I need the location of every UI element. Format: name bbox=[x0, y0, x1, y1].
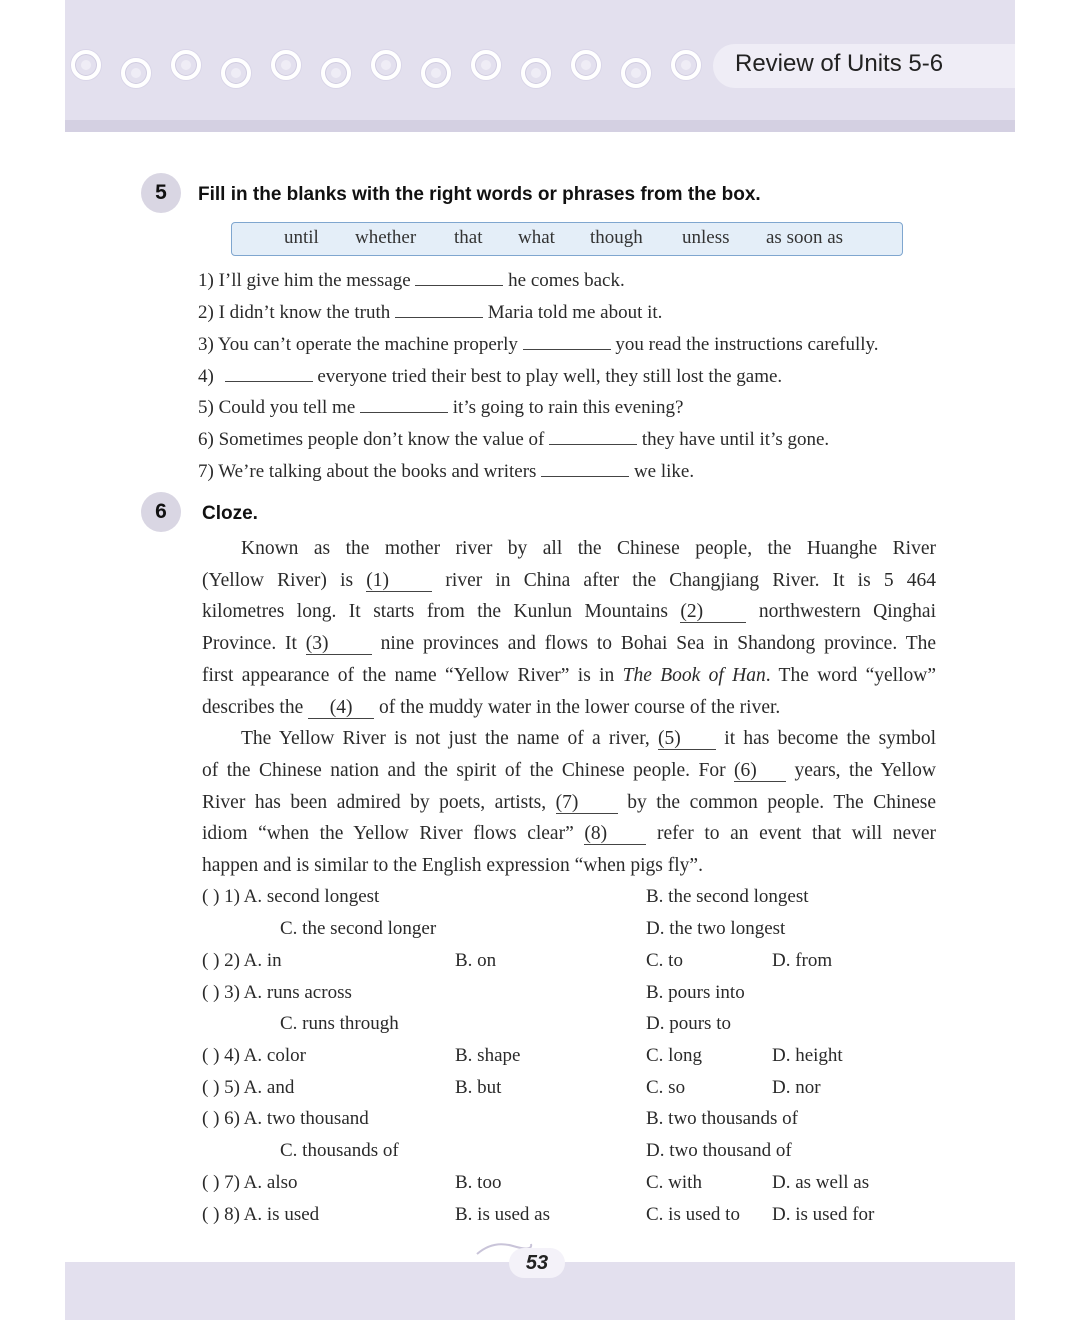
option-d[interactable]: D. pours to bbox=[646, 1013, 731, 1034]
option-c[interactable]: C. to bbox=[646, 950, 683, 971]
binder-ring-icon bbox=[221, 58, 251, 88]
passage-text: river in China after the Changjiang River. It is 5 464 bbox=[445, 570, 936, 591]
binder-ring-icon bbox=[171, 50, 201, 80]
sentence-text: 1) I’ll give him the message bbox=[198, 270, 411, 291]
passage-text: of the muddy water in the lower course of the river. bbox=[379, 697, 781, 718]
option-c[interactable]: C. is used to bbox=[646, 1204, 740, 1225]
section-5-badge: 5 bbox=[141, 173, 181, 213]
sentence-text: 5) Could you tell me bbox=[198, 397, 356, 418]
answer-blank[interactable] bbox=[523, 335, 611, 350]
passage-line bbox=[202, 601, 936, 623]
sentence-text: they have until it’s gone. bbox=[641, 429, 830, 450]
passage-line bbox=[202, 665, 936, 687]
answer-blank[interactable] bbox=[360, 398, 448, 413]
sentence-text: we like. bbox=[633, 461, 695, 482]
sentence-text: 7) We’re talking about the books and writers bbox=[198, 461, 537, 482]
question-3-label[interactable]: ( ) 3) A. runs across bbox=[202, 982, 352, 1003]
option-d[interactable]: D. two thousand of bbox=[646, 1140, 792, 1161]
question-2-label[interactable]: ( ) 2) A. in bbox=[202, 950, 282, 971]
option-c[interactable]: C. the second longer bbox=[280, 918, 437, 939]
answer-blank[interactable] bbox=[541, 462, 629, 477]
fill-sentence-5 bbox=[198, 397, 683, 419]
binder-ring-icon bbox=[121, 58, 151, 88]
passage-line bbox=[241, 728, 936, 750]
page-header bbox=[65, 0, 1015, 132]
page-title: Review of Units 5-6 bbox=[735, 50, 944, 77]
option-c[interactable]: C. with bbox=[646, 1172, 702, 1193]
passage-text: The Yellow River is not just the name of a river, bbox=[241, 728, 650, 749]
passage-text: River has been admired by poets, artists, bbox=[202, 792, 547, 813]
option-d[interactable]: D. from bbox=[772, 950, 833, 971]
sentence-text: 4) bbox=[198, 366, 214, 387]
sentence-text: it’s going to rain this evening? bbox=[452, 397, 684, 418]
sentence-text: he comes back. bbox=[508, 270, 625, 291]
word-box-item: what bbox=[518, 227, 555, 248]
passage-text: refer to an event that will never bbox=[656, 823, 937, 844]
sentence-text: 2) I didn’t know the truth bbox=[198, 302, 391, 323]
question-7-label[interactable]: ( ) 7) A. also bbox=[202, 1172, 298, 1193]
question-5-label[interactable]: ( ) 5) A. and bbox=[202, 1077, 295, 1098]
passage-text: . The word “yellow” bbox=[765, 665, 936, 686]
passage-text: northwestern Qinghai bbox=[758, 601, 936, 622]
option-b[interactable]: B. is used as bbox=[455, 1204, 550, 1225]
passage-text: idiom “when the Yellow River flows clear” bbox=[202, 823, 574, 844]
binder-ring-icon bbox=[321, 58, 351, 88]
word-box-item: as soon as bbox=[766, 227, 844, 248]
cloze-blank-5[interactable]: (5) bbox=[658, 729, 716, 750]
option-c[interactable]: C. so bbox=[646, 1077, 686, 1098]
cloze-blank-7[interactable]: (7) bbox=[556, 793, 618, 814]
word-box-item: whether bbox=[355, 227, 417, 248]
option-d[interactable]: D. the two longest bbox=[646, 918, 786, 939]
fill-sentence-4 bbox=[198, 366, 782, 388]
binder-ring-icon bbox=[671, 50, 701, 80]
question-6-label[interactable]: ( ) 6) A. two thousand bbox=[202, 1108, 369, 1129]
question-1-label[interactable]: ( ) 1) A. second longest bbox=[202, 886, 380, 907]
option-b[interactable]: B. two thousands of bbox=[646, 1108, 798, 1129]
passage-line bbox=[202, 823, 936, 845]
workbook-page bbox=[65, 0, 1015, 1320]
fill-sentence-6 bbox=[198, 429, 829, 451]
book-title: The Book of Han bbox=[622, 665, 766, 686]
binder-ring-icon bbox=[571, 50, 601, 80]
cloze-blank-6[interactable]: (6) bbox=[734, 761, 786, 782]
sentence-text: 6) Sometimes people don’t know the value of bbox=[198, 429, 545, 450]
binder-ring-icon bbox=[421, 58, 451, 88]
fill-sentence-1 bbox=[198, 270, 625, 292]
passage-line bbox=[202, 760, 936, 782]
passage-text: Known as the mother river by all the Chinese people, the Huanghe River bbox=[241, 538, 936, 559]
option-b[interactable]: B. on bbox=[455, 950, 497, 971]
passage-line bbox=[202, 697, 936, 719]
passage-text: describes the bbox=[202, 697, 304, 718]
answer-blank[interactable] bbox=[415, 271, 503, 286]
word-box-item: that bbox=[454, 227, 483, 248]
sentence-text: you read the instructions carefully. bbox=[615, 334, 879, 355]
passage-text: first appearance of the name “Yellow River” is in bbox=[202, 665, 615, 686]
option-d[interactable]: D. nor bbox=[772, 1077, 821, 1098]
fill-sentence-2 bbox=[198, 302, 662, 324]
option-d[interactable]: D. is used for bbox=[772, 1204, 875, 1225]
passage-text: happen and is similar to the English expression “when pigs fly”. bbox=[202, 855, 703, 876]
fill-sentence-7 bbox=[198, 461, 694, 483]
sentence-text: everyone tried their best to play well, they still lost the game. bbox=[317, 366, 783, 387]
section-5-title: Fill in the blanks with the right words or phrases from the box. bbox=[198, 184, 761, 205]
sentence-text: 3) You can’t operate the machine properly bbox=[198, 334, 518, 355]
binder-ring-icon bbox=[371, 50, 401, 80]
passage-text: by the common people. The Chinese bbox=[627, 792, 937, 813]
section-6-badge: 6 bbox=[141, 492, 181, 532]
answer-blank[interactable] bbox=[549, 430, 637, 445]
passage-line bbox=[241, 538, 936, 560]
option-b[interactable]: B. pours into bbox=[646, 982, 745, 1003]
option-b[interactable]: B. the second longest bbox=[646, 886, 809, 907]
word-box bbox=[231, 222, 903, 256]
passage-line bbox=[202, 570, 936, 592]
binder-ring-icon bbox=[271, 50, 301, 80]
option-d[interactable]: D. height bbox=[772, 1045, 843, 1066]
passage-line bbox=[202, 792, 936, 814]
section-6-title: Cloze. bbox=[202, 503, 258, 524]
cloze-blank-3[interactable]: (3) bbox=[306, 634, 372, 655]
passage-line bbox=[202, 633, 936, 655]
option-b[interactable]: B. but bbox=[455, 1077, 502, 1098]
binder-rings bbox=[65, 0, 725, 132]
question-4-label[interactable]: ( ) 4) A. color bbox=[202, 1045, 306, 1066]
passage-text: nine provinces and flows to Bohai Sea in Shandong province. The bbox=[380, 633, 937, 654]
answer-blank[interactable] bbox=[225, 367, 313, 382]
option-c[interactable]: C. long bbox=[646, 1045, 702, 1066]
cloze-blank-4[interactable]: (4) bbox=[308, 698, 374, 719]
passage-text: it has become the symbol bbox=[724, 728, 936, 749]
passage-line bbox=[202, 855, 936, 877]
word-box-item: unless bbox=[682, 227, 730, 248]
cloze-blank-2[interactable]: (2) bbox=[680, 602, 746, 623]
passage-text: of the Chinese nation and the spirit of the Chinese people. For bbox=[202, 760, 726, 781]
sentence-text: Maria told me about it. bbox=[487, 302, 663, 323]
answer-blank[interactable] bbox=[395, 303, 483, 318]
passage-text: years, the Yellow bbox=[794, 760, 937, 781]
binder-ring-icon bbox=[71, 50, 101, 80]
cloze-blank-8[interactable]: (8) bbox=[584, 824, 646, 845]
binder-ring-icon bbox=[521, 58, 551, 88]
question-8-label[interactable]: ( ) 8) A. is used bbox=[202, 1204, 320, 1225]
option-c[interactable]: C. runs through bbox=[280, 1013, 399, 1034]
passage-text: Province. It bbox=[202, 633, 297, 654]
binder-ring-icon bbox=[471, 50, 501, 80]
word-box-item: until bbox=[284, 227, 319, 248]
option-b[interactable]: B. too bbox=[455, 1172, 502, 1193]
option-b[interactable]: B. shape bbox=[455, 1045, 521, 1066]
cloze-blank-1[interactable]: (1) bbox=[366, 571, 432, 592]
word-box-item: though bbox=[590, 227, 643, 248]
option-c[interactable]: C. thousands of bbox=[280, 1140, 399, 1161]
passage-text: kilometres long. It starts from the Kunlun Mountains bbox=[202, 601, 668, 622]
fill-sentence-3 bbox=[198, 334, 879, 356]
page-number: 53 bbox=[509, 1248, 565, 1278]
binder-ring-icon bbox=[621, 58, 651, 88]
passage-text: (Yellow River) is bbox=[202, 570, 354, 591]
option-d[interactable]: D. as well as bbox=[772, 1172, 870, 1193]
